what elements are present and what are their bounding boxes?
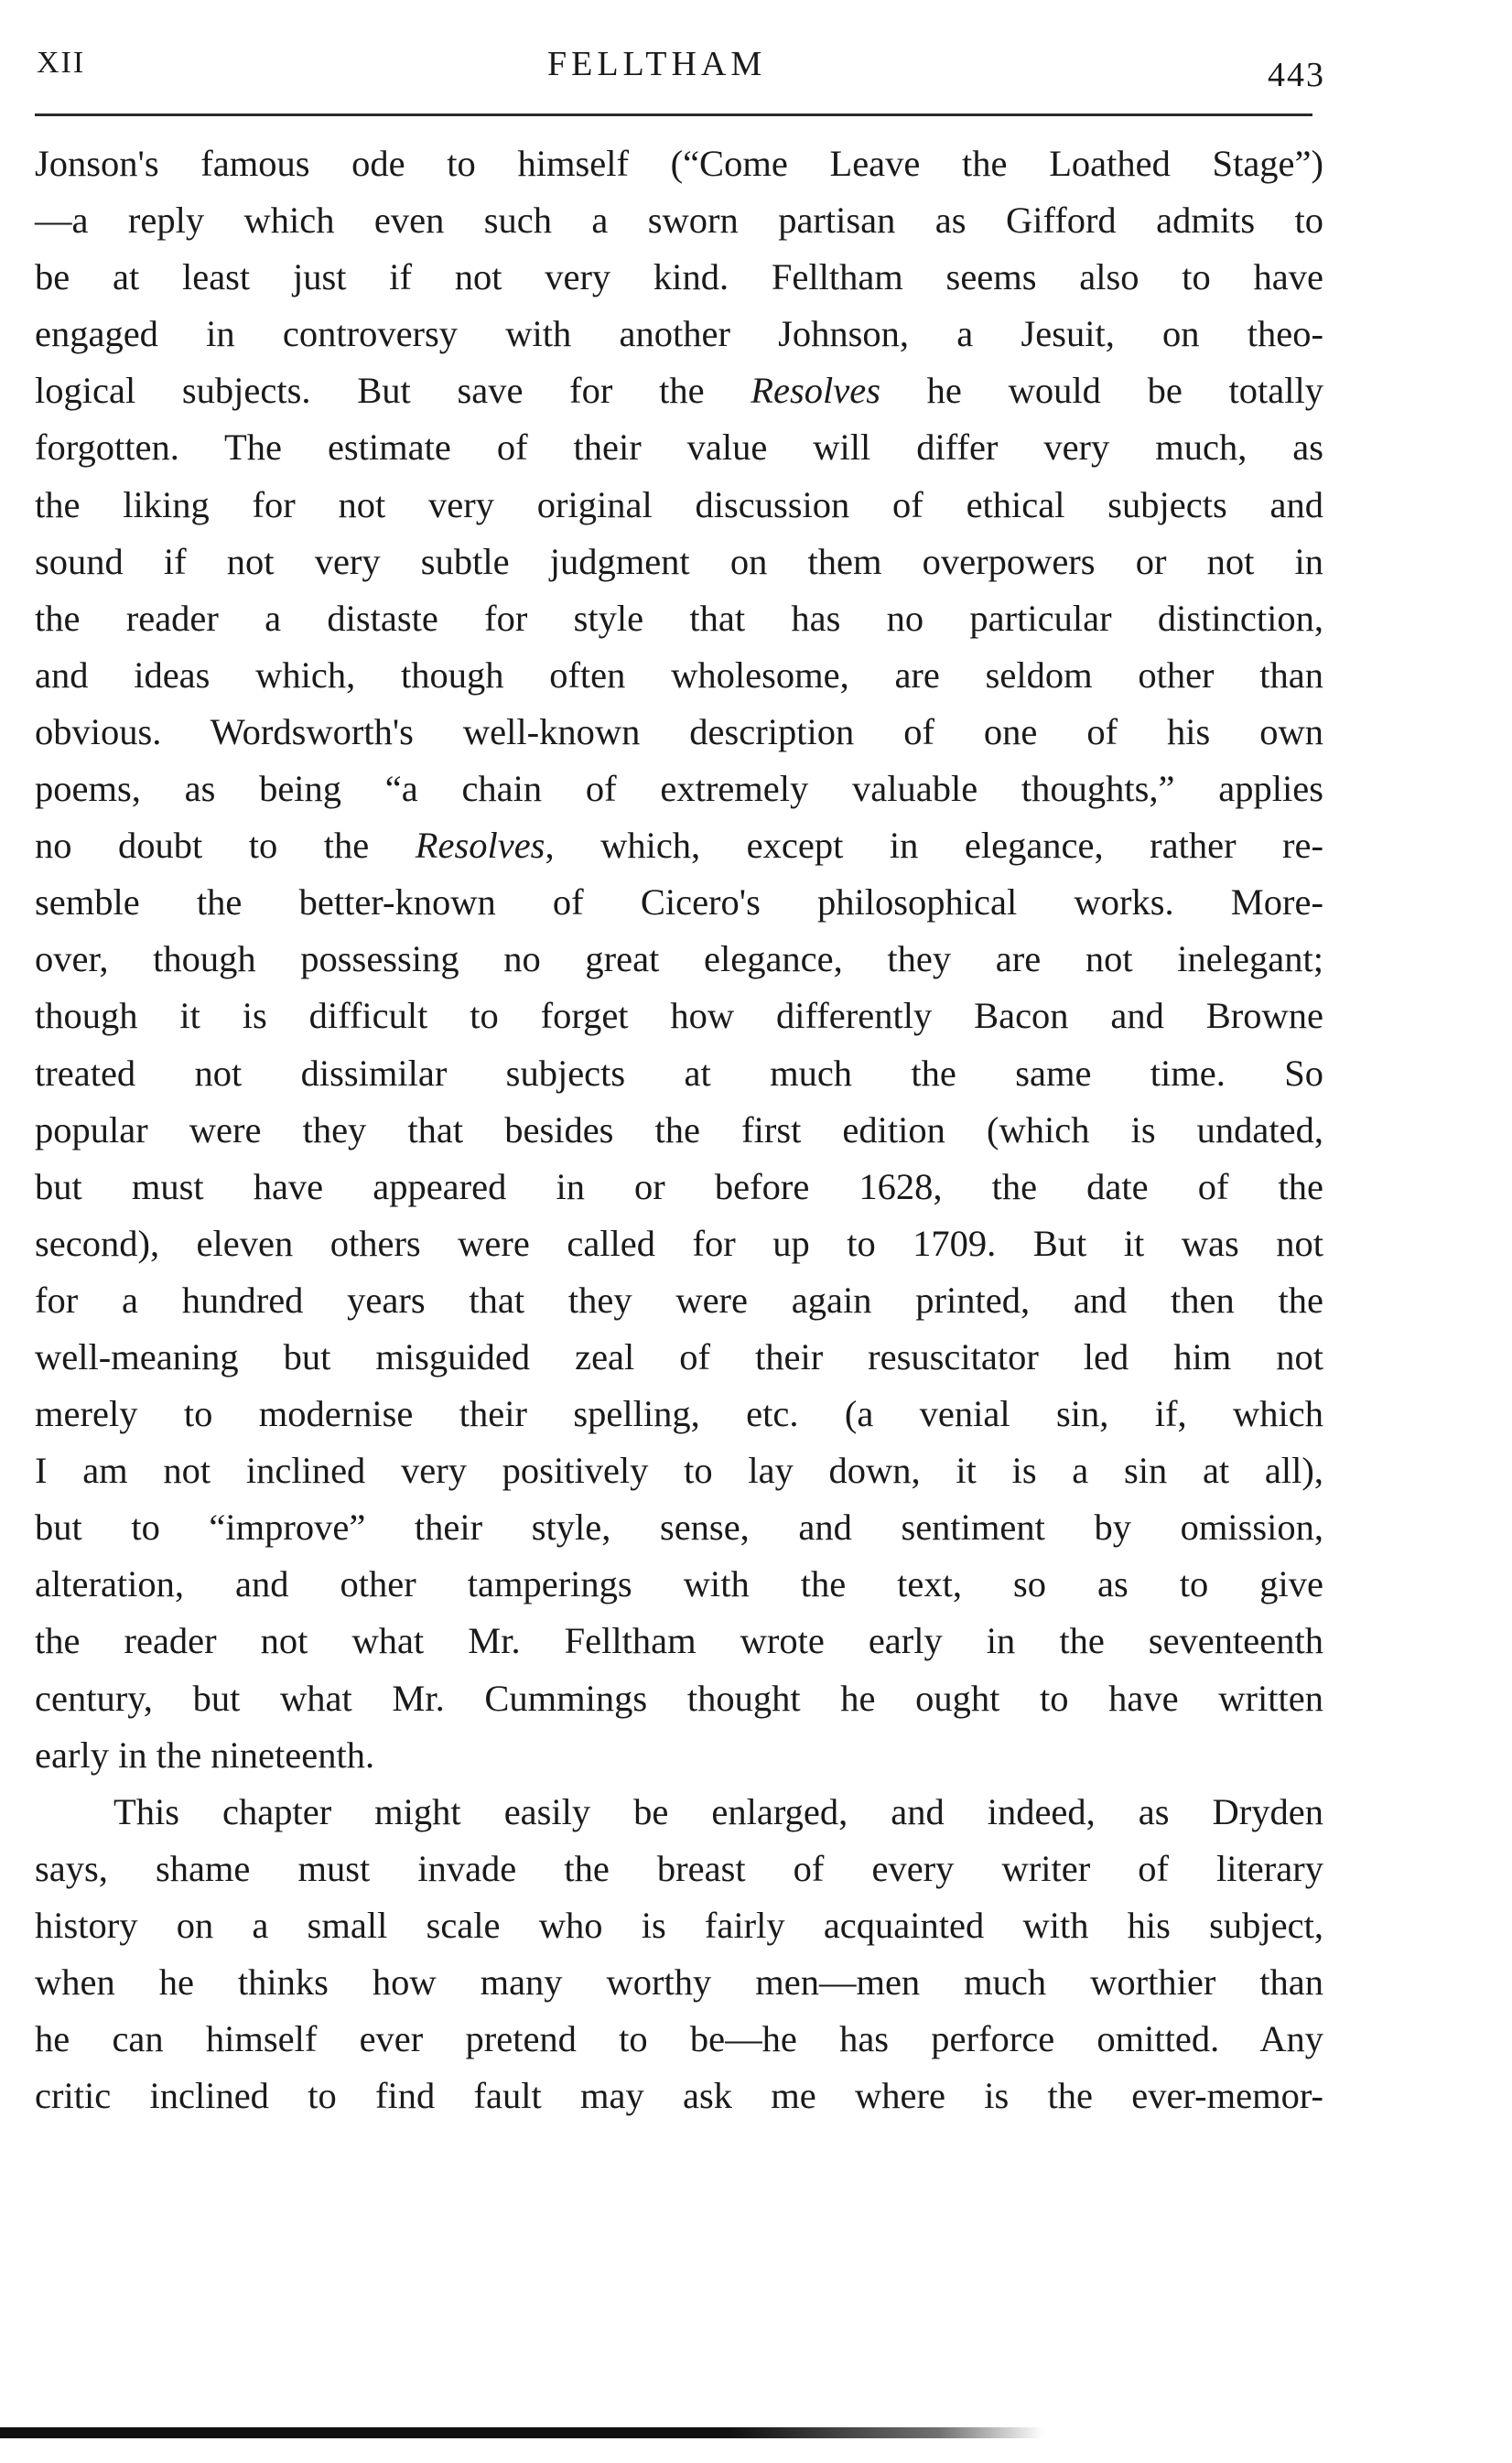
text-line: century, but what Mr. Cummings thought he ought to have written (35, 1677, 1323, 1719)
italic-title: Resolves (751, 370, 880, 412)
text-line: over, though possessing no great elegance, they are not inelegant; (35, 938, 1323, 980)
chapter-number: XII (37, 46, 86, 80)
text-line: This chapter might easily be enlarged, and indeed, as Dryden (113, 1790, 1323, 1832)
text-line: obvious. Wordsworth's well-known description of one of his own (35, 710, 1323, 752)
text-body (35, 135, 1323, 2124)
header-rule (35, 113, 1312, 116)
text-line: but to “improve” their style, sense, and sentiment by omission, (35, 1507, 1323, 1549)
text-line: when he thinks how many worthy men—men much worthier than (35, 1961, 1323, 2003)
paragraph-2 (35, 1784, 1323, 2125)
paragraph-1 (35, 135, 1323, 1784)
text-line (35, 362, 1323, 419)
text-run: he would be totally (880, 370, 1323, 412)
text-run: no doubt to the (35, 825, 416, 867)
text-line: the reader not what Mr. Felltham wrote early in the seventeenth (35, 1620, 1323, 1662)
text-line: alteration, and other tamperings with the text, so as to give (35, 1563, 1323, 1605)
text-line: though it is difficult to forget how differently Bacon and Browne (35, 995, 1323, 1037)
text-line: early in the nineteenth. (35, 1734, 375, 1776)
text-line: but must have appeared in or before 1628, the date of the (35, 1165, 1323, 1207)
text-line: for a hundred years that they were again printed, and then the (35, 1279, 1323, 1321)
running-title: FELLTHAM (547, 45, 767, 83)
text-line: be at least just if not very kind. Felltham seems also to have (35, 256, 1323, 298)
text-line: I am not inclined very positively to lay down, it is a sin at all), (35, 1450, 1323, 1492)
text-line: history on a small scale who is fairly acquainted with his subject, (35, 1904, 1323, 1946)
text-line: second), eleven others were called for up to 1709. But it was not (35, 1222, 1323, 1264)
text-line: he can himself ever pretend to be—he has perforce omitted. Any (35, 2018, 1323, 2060)
text-line: engaged in controversy with another Johnson, a Jesuit, on theo- (35, 313, 1323, 355)
text-line: and ideas which, though often wholesome, are seldom other than (35, 654, 1323, 696)
text-line: Jonson's famous ode to himself (“Come Leave the Loathed Stage”) (35, 143, 1323, 184)
text-run: , which, except in elegance, rather re- (545, 825, 1324, 867)
text-line: the reader a distaste for style that has no particular distinction, (35, 597, 1323, 639)
text-line: forgotten. The estimate of their value will differ very much, as (35, 427, 1323, 469)
text-line: critic inclined to find fault may ask me where is the ever-memor- (35, 2075, 1323, 2117)
scan-edge-mark (0, 2427, 1043, 2438)
text-line: well-meaning but misguided zeal of their resuscitator led him not (35, 1335, 1323, 1377)
text-line: —a reply which even such a sworn partisan as Gifford admits to (35, 200, 1323, 242)
text-line: popular were they that besides the first edition (which is undated, (35, 1108, 1323, 1150)
text-line: says, shame must invade the breast of every writer of literary (35, 1847, 1323, 1889)
text-line: sound if not very subtle judgment on them overpowers or not in (35, 540, 1323, 582)
text-line: the liking for not very original discussion of ethical subjects and (35, 483, 1323, 525)
italic-title: Resolves (415, 825, 545, 867)
text-line: semble the better-known of Cicero's philosophical works. More- (35, 881, 1323, 924)
page-number: 443 (1268, 56, 1325, 94)
text-line: merely to modernise their spelling, etc. (a venial sin, if, which (35, 1393, 1323, 1435)
text-run: logical subjects. But save for the (35, 370, 751, 412)
text-line: treated not dissimilar subjects at much the same time. So (35, 1052, 1323, 1094)
text-line: poems, as being “a chain of extremely valuable thoughts,” applies (35, 768, 1323, 810)
running-head (35, 40, 1325, 95)
text-line (35, 817, 1323, 874)
